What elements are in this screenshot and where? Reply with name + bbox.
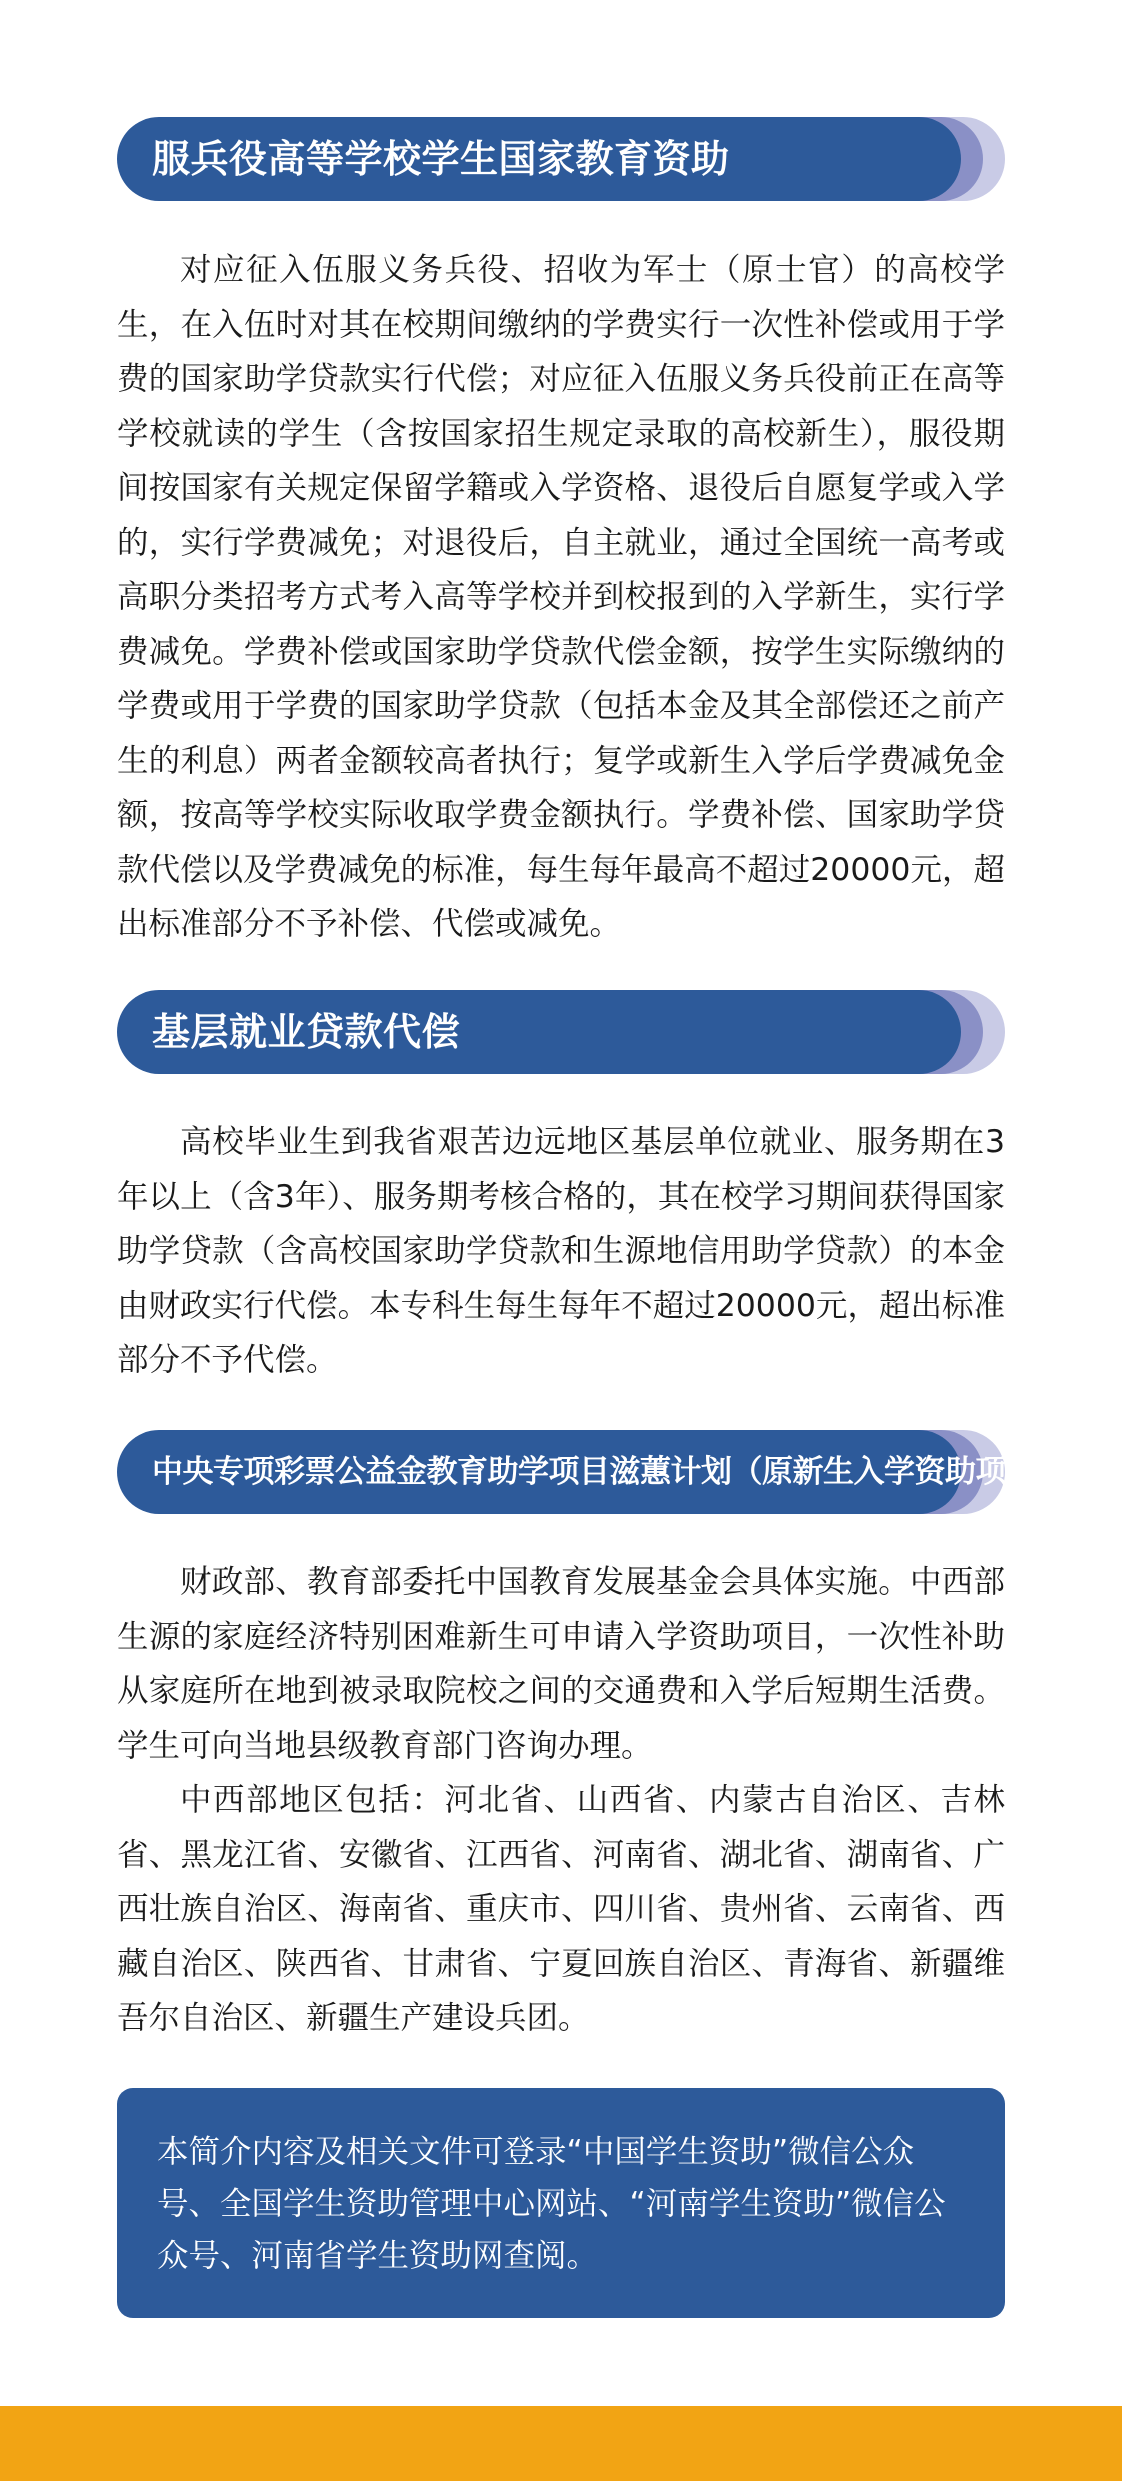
info-notice-box <box>117 2088 1005 2318</box>
section-paragraph-regions: 中西部地区包括：河北省、山西省、内蒙古自治区、吉林省、黑龙江省、安徽省、江西省、河南省、湖北省、湖南省、广西壮族自治区、海南省、重庆市、四川省、贵州省、云南省、西藏自治区、陕西省、甘肃省、宁夏回族自治区、青海省、新疆维吾尔自治区、新疆生产建设兵团。 <box>117 1782 1005 2036</box>
section-header-grassroots-employment <box>117 990 1005 1074</box>
section-paragraph: 对应征入伍服义务兵役、招收为军士（原士官）的高校学生，在入伍时对其在校期间缴纳的学费实行一次性补偿或用于学费的国家助学贷款实行代偿；对应征入伍服义务兵役前正在高等学校就读的学生（含按国家招生规定录取的高校新生），服役期间按国家有关规定保留学籍或入学资格、退役后自愿复学或入学的，实行学费减免；对退役后，自主就业，通过全国统一高考或高职分类招考方式考入高等学校并到校报到的入学新生，实行学费减免。学费补偿或国家助学贷款代偿金额，按学生实际缴纳的学费或用于学费的国家助学贷款（包括本金及其全部偿还之前产生的利息）两者金额较高者执行；复学或新生入学后学费减免金额，按高等学校实际收取学费金额执行。学费补偿、国家助学贷款代偿以及学费减免的标准，每生每年最高不超过20000元，超出标准部分不予补偿、代偿或减免。 <box>117 252 1005 942</box>
section-header-military-service <box>117 117 1005 201</box>
section-title: 中央专项彩票公益金教育助学项目滋蕙计划（原新生入学资助项目） <box>152 1454 1067 1490</box>
section-title: 基层就业贷款代偿 <box>152 1010 461 1054</box>
section-paragraph: 财政部、教育部委托中国教育发展基金会具体实施。中西部生源的家庭经济特别困难新生可申请入学资助项目，一次性补助从家庭所在地到被录取院校之间的交通费和入学后短期生活费。学生可向当地县级教育部门咨询办理。 <box>117 1564 1005 1764</box>
notice-text: 本简介内容及相关文件可登录“中国学生资助”微信公众号、全国学生资助管理中心网站、“河南学生资助”微信公众号、河南省学生资助网查阅。 <box>157 2134 946 2274</box>
section-header-zihui-plan <box>117 1430 1067 1514</box>
footer-bar <box>0 2406 1122 2481</box>
section-title: 服兵役高等学校学生国家教育资助 <box>152 137 730 181</box>
section-paragraph: 高校毕业生到我省艰苦边远地区基层单位就业、服务期在3年以上（含3年）、服务期考核合格的，其在校学习期间获得国家助学贷款（含高校国家助学贷款和生源地信用助学贷款）的本金由财政实行代偿。本专科生每生每年不超过20000元，超出标准部分不予代偿。 <box>117 1124 1005 1378</box>
